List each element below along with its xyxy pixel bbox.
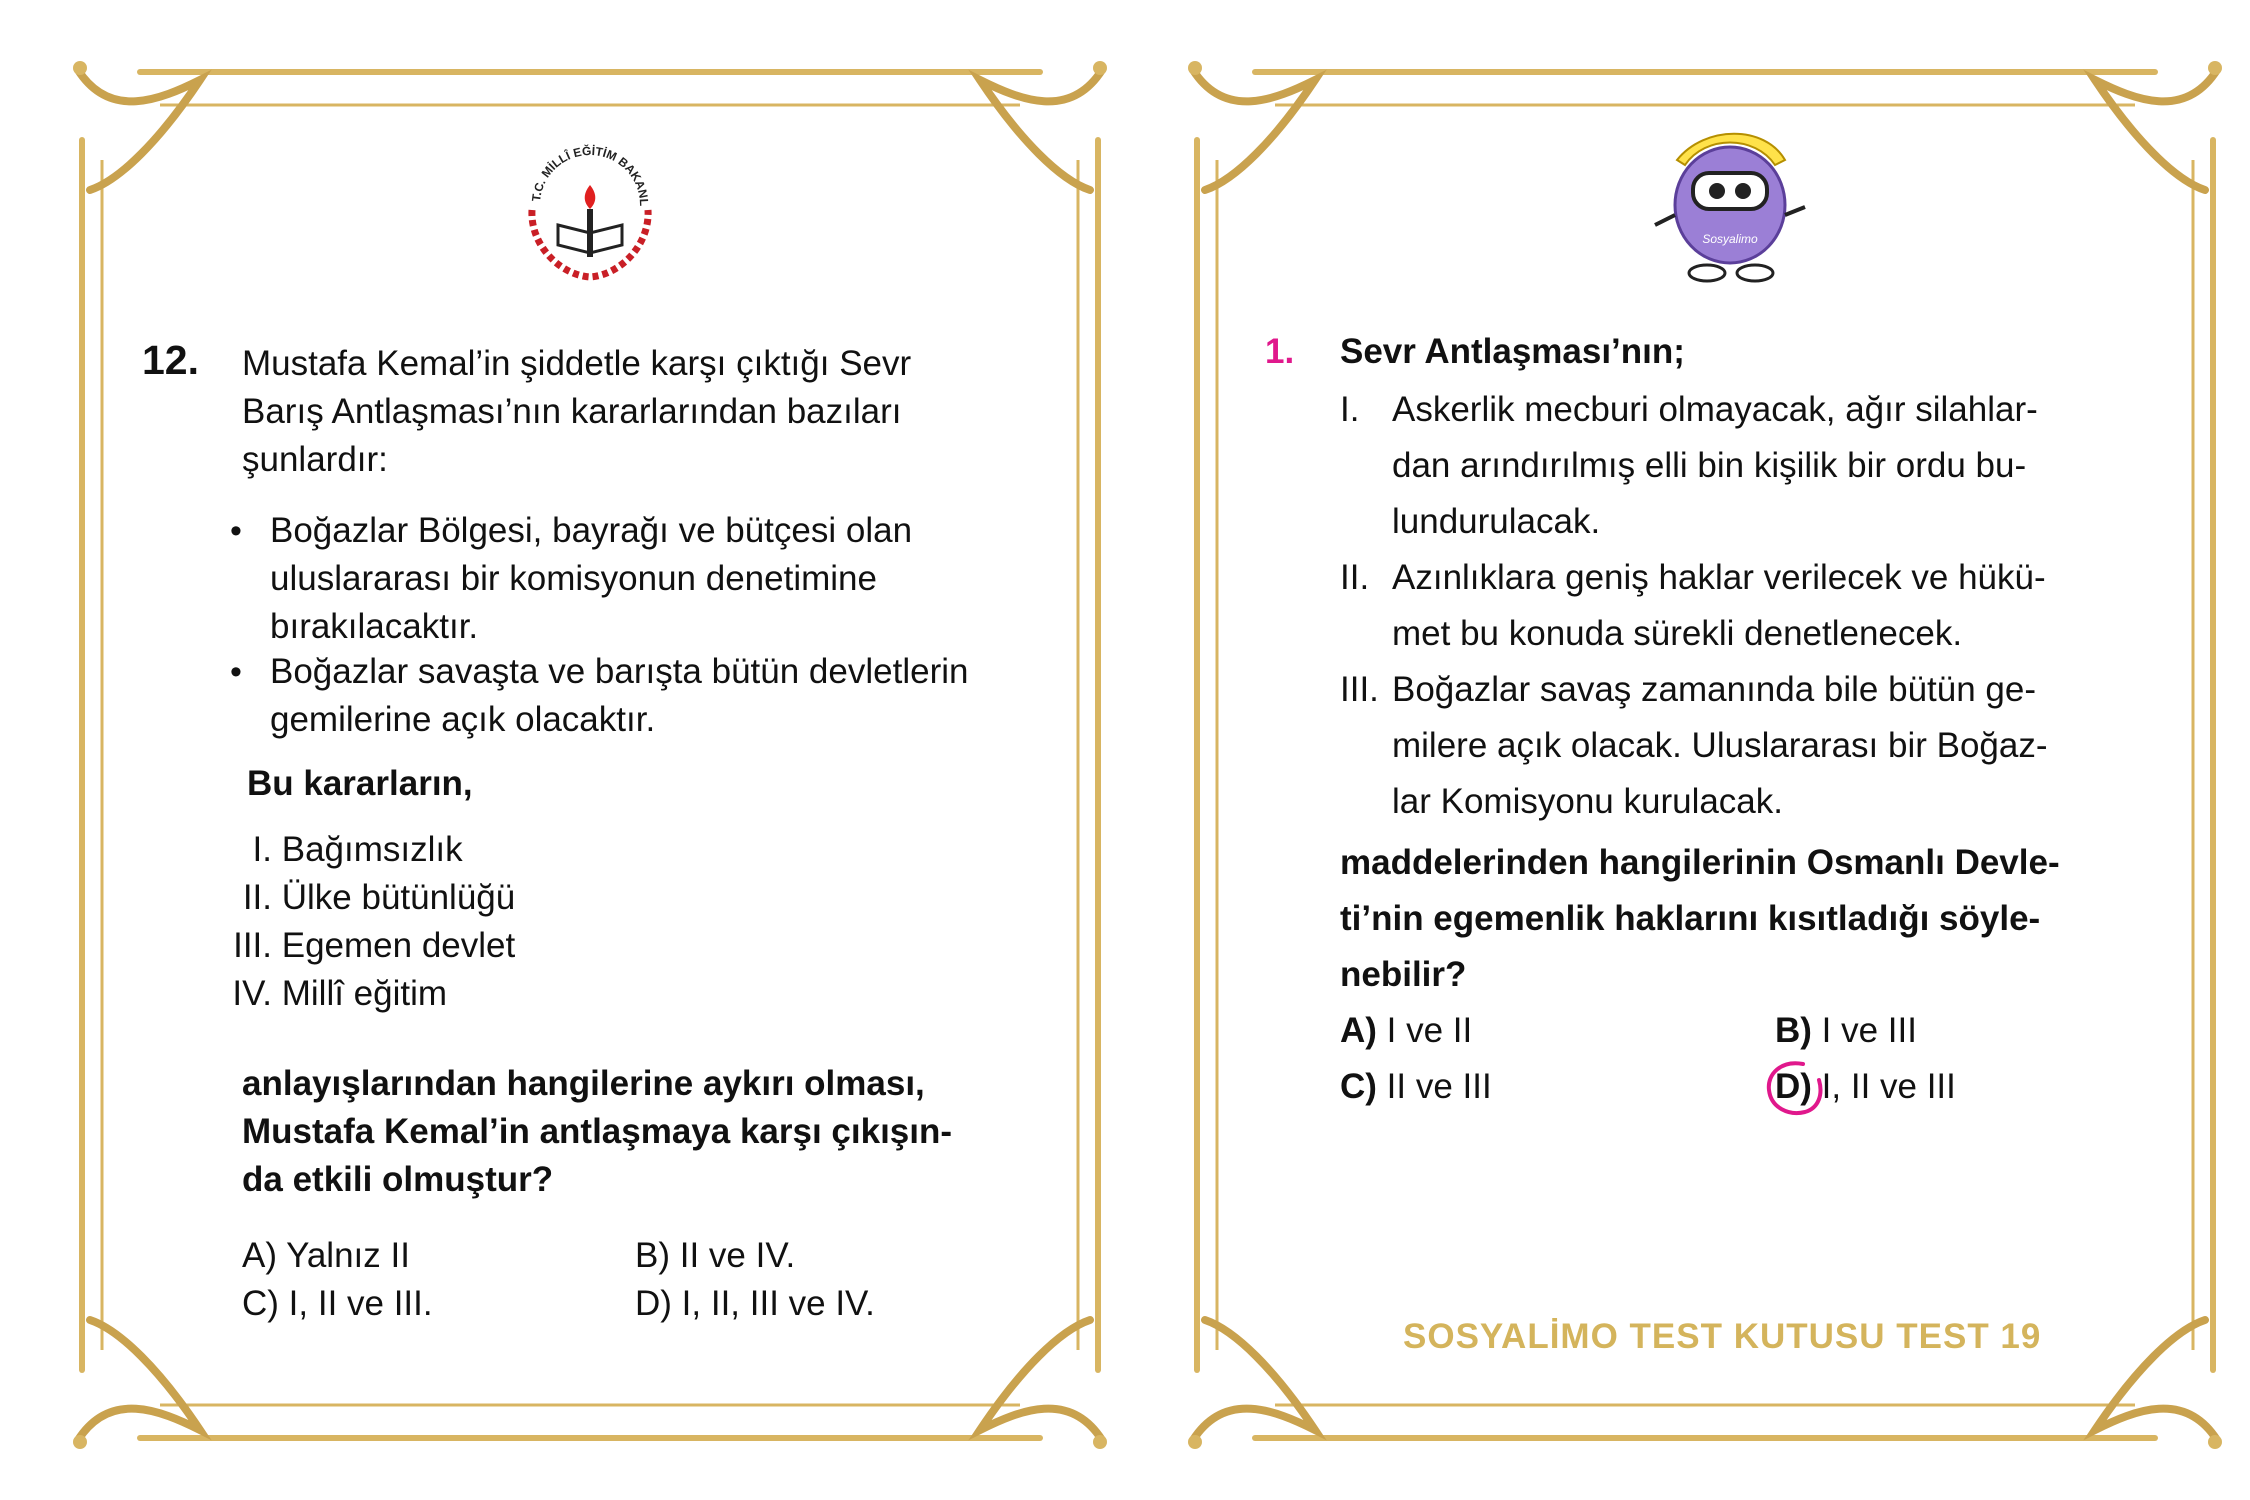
footer-title: SOSYALİMO TEST KUTUSU TEST 19 [1403, 1317, 2042, 1356]
list-item: III. Egemen devlet [233, 926, 516, 965]
list-item: I. Bağımsızlık [252, 830, 463, 869]
option-d[interactable]: D) I, II, III ve IV. [635, 1284, 875, 1323]
bullet-item: • Boğazlar Bölgesi, bayrağı ve bütçesi olan uluslararası bir komisyonun denetimine bırakılacaktır. [230, 507, 1030, 651]
list-item: Azınlıklara geniş haklar verilecek ve hükü- met bu konuda sürekli denetlenecek. [1392, 558, 2046, 653]
bullet-dot-icon: • [230, 512, 242, 550]
svg-text:T.C. MİLLÎ EĞİTİM BAKANLIĞI: T.C. MİLLÎ EĞİTİM BAKANL [529, 143, 652, 207]
answer-circle-mark [1763, 1058, 1829, 1120]
left-question-card [70, 60, 1110, 1450]
option-b[interactable]: B) II ve IV. [635, 1236, 796, 1275]
option-d[interactable]: D) I, II ve III [1775, 1067, 1956, 1106]
list-item: Askerlik mecburi olmayacak, ağır silahlar- dan arındırılmış elli bin kişilik bir ordu bu- lundurulacak. [1392, 390, 2038, 541]
bullet-item: • Boğazlar savaşta ve barışta bütün devletlerin gemilerine açık olacaktır. [230, 648, 1030, 744]
bullet-dot-icon: • [230, 653, 242, 691]
ministry-logo [510, 125, 670, 285]
question-number: 12. [142, 337, 199, 383]
lead-text: Bu kararların, [247, 764, 473, 803]
right-question-card [1185, 60, 2225, 1450]
roman-label: I. [1340, 390, 1360, 429]
svg-text:Sosyalimo: Sosyalimo [1702, 232, 1758, 246]
sosyalimo-mascot [1645, 115, 1815, 285]
question-number: 1. [1265, 332, 1295, 371]
list-item: IV. Millî eğitim [232, 974, 448, 1013]
list-item: Boğazlar savaş zamanında bile bütün ge- milere açık olacak. Uluslararası bir Boğaz- lar Komisyonu kurulacak. [1392, 670, 2048, 821]
roman-label: II. [1340, 558, 1370, 597]
roman-label: III. [1340, 670, 1379, 709]
option-a[interactable]: A) I ve II [1340, 1011, 1473, 1050]
question-title: Sevr Antlaşması’nın; [1340, 332, 1685, 371]
roman-list [222, 826, 515, 1018]
question-prompt: anlayışlarından hangilerine aykırı olması, Mustafa Kemal’in antlaşmaya karşı çıkışın- da etkili olmuştur? [242, 1064, 953, 1199]
option-c[interactable]: C) II ve III [1340, 1067, 1492, 1106]
question-prompt: maddelerinden hangilerinin Osmanlı Devle- ti’nin egemenlik haklarını kısıtladığı söyle- nebilir? [1340, 843, 2060, 994]
option-a[interactable]: A) Yalnız II [242, 1236, 410, 1275]
option-c[interactable]: C) I, II ve III. [242, 1284, 433, 1323]
question-stem: Mustafa Kemal’in şiddetle karşı çıktığı Sevr Barış Antlaşması’nın kararlarından bazıları şunlardır: [242, 344, 912, 479]
list-item: II. Ülke bütünlüğü [242, 878, 516, 917]
option-b[interactable]: B) I ve III [1775, 1011, 1917, 1050]
